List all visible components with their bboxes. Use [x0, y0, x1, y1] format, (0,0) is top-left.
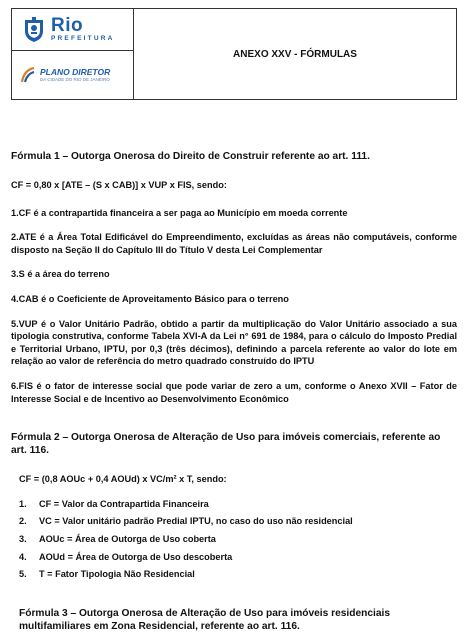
list-item-text: CF = Valor da Contrapartida Financeira	[39, 498, 209, 509]
rio-logo-word: Rio	[51, 15, 84, 37]
list-item	[11, 498, 457, 511]
list-item-text: T = Fator Tipologia Não Residencial	[39, 569, 195, 580]
plano-diretor-mark-icon	[20, 66, 36, 84]
list-item-number: 4.	[19, 551, 27, 562]
formula2-equation: CF = (0,8 AOUc + 0,4 AOUd) x VC/m² x T, sendo:	[19, 474, 227, 485]
formula3-heading: Fórmula 3 – Outorga Onerosa de Alteração de Uso para imóveis residenciais multifamiliares em Zona Residencial, referente ao art. 116.	[19, 607, 391, 632]
list-item-number: 3.	[19, 533, 27, 544]
plano-diretor-subtitle: DA CIDADE DO RIO DE JANEIRO	[40, 77, 110, 82]
header-table	[11, 8, 457, 100]
list-item	[11, 568, 457, 581]
title-column	[134, 9, 456, 99]
plano-diretor-word: PLANO DIRETOR	[40, 66, 111, 77]
formula1-item-4: 4.CAB é o Coeficiente de Aproveitamento Básico para o terreno	[11, 293, 289, 304]
formula2-heading: Fórmula 2 – Outorga Onerosa de Alteração de Uso para imóveis comerciais, referente ao art. 116.	[11, 432, 441, 457]
formula1-equation: CF = 0,80 x [ATE – (S x CAB)] x VUP x FIS, sendo:	[11, 180, 227, 190]
plano-diretor-logo	[12, 51, 133, 99]
list-item	[11, 551, 457, 564]
list-item-number: 1.	[19, 498, 27, 509]
formula1-item-3: 3.S é a área do terreno	[11, 269, 110, 280]
list-item-text: AOUc = Área de Outorga de Uso coberta	[39, 533, 216, 544]
formula1-item-2: 2.ATE é a Área Total Edificável do Empreendimento, excluídas as áreas não computáveis, conforme disposto na Seção II do Capítulo III do Título V desta Lei Complementar	[11, 232, 457, 255]
list-item	[11, 533, 457, 546]
rio-logo-subtitle: PREFEITURA	[51, 35, 115, 43]
rio-prefeitura-logo	[12, 9, 133, 51]
document-body	[11, 150, 457, 633]
formula1-heading: Fórmula 1 – Outorga Onerosa do Direito de Construir referente ao art. 111.	[11, 151, 370, 162]
list-item	[11, 515, 457, 528]
rio-crest-icon	[22, 17, 46, 43]
list-item-number: 5.	[19, 569, 27, 580]
list-item-number: 2.	[19, 516, 27, 527]
list-item-text: VC = Valor unitário padrão Predial IPTU, no caso do uso não residencial	[39, 516, 353, 527]
page-title: ANEXO XXV - FÓRMULAS	[233, 48, 357, 60]
formula1-item-6: 6.FIS é o fator de interesse social que pode variar de zero a um, conforme o Anexo XVII – Fator de Interesse Social e de Incentivo ao Desenvolvimento Econômico	[11, 380, 457, 404]
logo-column	[12, 9, 134, 99]
formula1-item-1: 1.CF é a contrapartida financeira a ser paga ao Município em moeda corrente	[11, 207, 348, 218]
list-item-text: AOUd = Área de Outorga de Uso descoberta	[39, 551, 233, 562]
formula1-item-5: 5.VUP é o Valor Unitário Padrão, obtido a partir da multiplicação do Valor Unitário associado a sua tipologia construtiva, conforme Tabela XVI-A da Lei n° 691 de 1984, para o cálculo do Imposto Predial e Territorial Urbano, IPTU, por 0,3 (três décimos), definindo a parcela referente ao valor do lote em relação ao valor de referência do metro quadrado construído do IPTU	[11, 318, 457, 367]
formula2-list	[11, 498, 457, 581]
